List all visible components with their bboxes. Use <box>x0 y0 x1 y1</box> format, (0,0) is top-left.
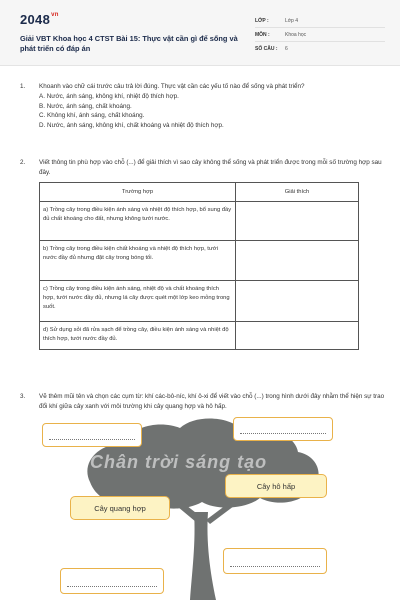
question-number: 1. <box>20 83 26 90</box>
meta-row-subject <box>255 28 385 42</box>
metadata-panel <box>255 14 385 56</box>
question-text: Vẽ thêm mũi tên và chọn các cụm từ: khí các-bô-níc, khí ô-xi để viết vào chỗ (...) trong hình dưới đây nhằm thể hiện sự trao đổi khí giữa cây xanh với môi trường khi cây quang hợp và hô hấp. <box>39 393 385 410</box>
option-a[interactable]: A. Nước, ánh sáng, không khí, nhiệt độ thích hợp. <box>39 92 179 100</box>
table-row <box>40 202 359 241</box>
label-respiration: Cây hô hấp <box>225 474 327 498</box>
meta-key: LỚP : <box>255 17 269 24</box>
meta-value: 6 <box>285 46 288 52</box>
gas-exchange-diagram <box>20 412 380 600</box>
table-row <box>40 281 359 322</box>
logo-text: 2048 <box>20 12 51 27</box>
table-row <box>40 241 359 281</box>
document-header <box>0 0 400 66</box>
site-logo[interactable] <box>20 12 59 27</box>
option-c[interactable]: C. Không khí, ánh sáng, chất khoáng. <box>39 112 145 120</box>
explanation-cell[interactable] <box>236 241 359 281</box>
case-cell: d) Sử dụng sỏi đã rửa sạch để trồng cây, điều kiện ánh sáng và nhiệt độ thích hợp, tưới nước đầy đủ. <box>40 322 236 350</box>
blank-box-bottom-right[interactable] <box>223 548 327 574</box>
meta-row-grade <box>255 14 385 28</box>
meta-value: Khoa học <box>285 31 307 38</box>
meta-value: Lớp 4 <box>285 17 299 24</box>
option-d[interactable]: D. Nước, ánh sáng, không khí, chất khoáng và nhiệt độ thích hợp. <box>39 122 224 130</box>
column-header-explanation: Giải thích <box>236 183 359 202</box>
question-number: 2. <box>20 159 26 166</box>
case-cell: a) Trồng cây trong điều kiện ánh sáng và nhiệt độ thích hợp, bổ sung đầy đủ chất khoáng cho đất, nhưng không tưới nước. <box>40 202 236 241</box>
blank-box-top-right[interactable] <box>233 417 333 441</box>
tree-trunk <box>190 512 216 600</box>
dotted-line <box>230 566 320 567</box>
case-cell: c) Trồng cây trong điều kiện ánh sáng, nhiệt độ và chất khoáng thích hợp, tưới nước đầy đủ, nhưng lá cây được quét một lớp keo mỏng trong suốt. <box>40 281 236 322</box>
question-text: Khoanh vào chữ cái trước câu trả lời đúng. Thực vật cần các yếu tố nào để sống và phát triển? <box>39 83 305 90</box>
question-1 <box>20 82 385 131</box>
meta-key: SỐ CÂU : <box>255 46 278 52</box>
column-header-case: Trường hợp <box>40 183 236 202</box>
question-number: 3. <box>20 393 26 400</box>
question-3 <box>20 392 385 412</box>
blank-box-top-left[interactable] <box>42 423 142 447</box>
explanation-cell[interactable] <box>236 322 359 350</box>
logo-suffix: vn <box>51 12 59 18</box>
explanation-cell[interactable] <box>236 281 359 322</box>
option-b[interactable]: B. Nước, ánh sáng, chất khoáng. <box>39 102 132 110</box>
label-photosynthesis: Cây quang hợp <box>70 496 170 520</box>
explanation-cell[interactable] <box>236 202 359 241</box>
page-title: Giải VBT Khoa học 4 CTST Bài 15: Thực vật cần gì để sống và phát triển có đáp án <box>20 34 238 53</box>
table-row <box>40 322 359 350</box>
question-2 <box>20 158 385 178</box>
blank-box-bottom-left[interactable] <box>60 568 164 594</box>
dotted-line <box>49 439 135 440</box>
meta-row-count <box>255 42 385 56</box>
table-header-row <box>40 183 359 202</box>
answer-table <box>39 182 359 350</box>
case-cell: b) Trồng cây trong điều kiện chất khoáng và nhiệt độ thích hợp, tưới nước đầy đủ nhưng đặt cây trong bóng tối. <box>40 241 236 281</box>
question-text: Viết thông tin phù hợp vào chỗ (...) để giải thích vì sao cây không thể sống và phát triển được trong mỗi số trường hợp sau đây. <box>39 159 382 176</box>
watermark: Chân trời sáng tạo <box>90 452 268 472</box>
dotted-line <box>67 586 157 587</box>
meta-key: MÔN : <box>255 31 270 38</box>
dotted-line <box>240 433 326 434</box>
